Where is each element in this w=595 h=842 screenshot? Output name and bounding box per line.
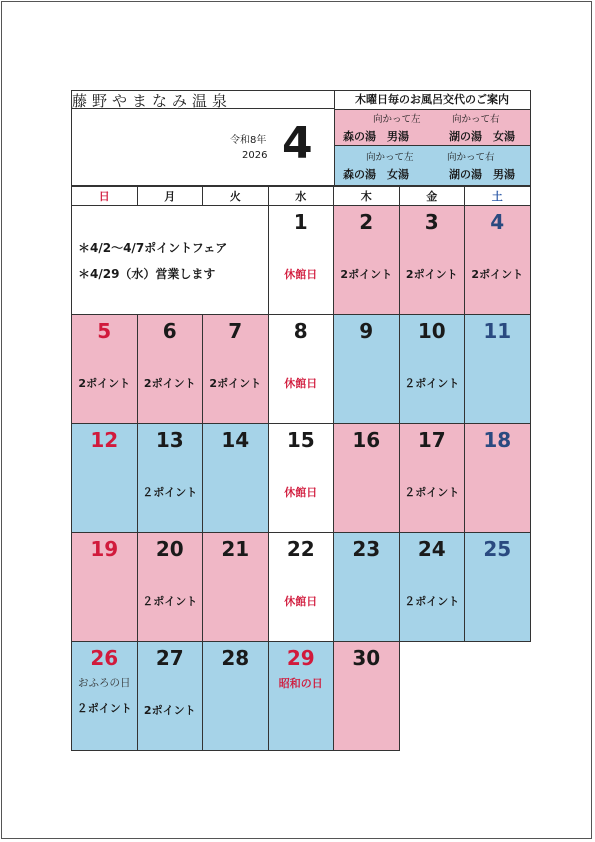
day-number: 7 [228, 319, 243, 343]
day-number: 9 [359, 319, 374, 343]
day-number: 18 [483, 428, 512, 452]
year: 2026 [242, 150, 268, 161]
day-cell [268, 641, 335, 751]
points-label: 2ポイント [209, 377, 262, 390]
day-cell [464, 532, 531, 642]
day-cell [202, 641, 269, 751]
points-label: ２ポイント [142, 595, 198, 608]
pattern-b-right-direction: 向かって右 [447, 152, 495, 163]
day-number: 25 [483, 537, 512, 561]
day-cell [333, 314, 400, 424]
weekday-header: 月 [137, 186, 204, 206]
day-cell [268, 205, 335, 315]
points-label: 2ポイント [340, 268, 393, 281]
day-cell [333, 641, 400, 751]
day-cell [71, 314, 138, 424]
day-cell [464, 314, 531, 424]
day-number: 24 [417, 537, 446, 561]
day-number: 6 [162, 319, 177, 343]
day-cell [71, 423, 138, 533]
weekday-header: 金 [399, 186, 466, 206]
points-label: ２ポイント [76, 702, 132, 715]
weekday-header: 木 [333, 186, 400, 206]
day-number: 27 [155, 646, 184, 670]
day-number: 2 [359, 210, 374, 234]
day-cell [399, 205, 466, 315]
day-cell [202, 423, 269, 533]
points-label: 2ポイント [78, 377, 131, 390]
era-year: 令和8年 [230, 135, 267, 146]
day-number: 5 [97, 319, 112, 343]
weekday-header: 土 [464, 186, 531, 206]
day-cell [399, 314, 466, 424]
points-label: 2ポイント [143, 377, 196, 390]
pattern-b-left-bath: 森の湯 女湯 [343, 168, 409, 181]
day-number: 10 [417, 319, 446, 343]
holiday-label: 昭和の日 [278, 677, 323, 690]
day-number: 3 [424, 210, 439, 234]
notice-title: 木曜日毎のお風呂交代のご案内 [355, 93, 509, 106]
day-number: 28 [221, 646, 250, 670]
closed-day-label: 休館日 [284, 486, 318, 499]
day-cell [333, 423, 400, 533]
day-cell [137, 641, 204, 751]
day-number: 21 [221, 537, 250, 561]
day-number: 20 [155, 537, 184, 561]
day-number: 12 [90, 428, 119, 452]
day-number: 22 [286, 537, 315, 561]
points-label: ２ポイント [142, 486, 198, 499]
points-label: 2ポイント [143, 704, 196, 717]
day-cell [137, 423, 204, 533]
points-label: 2ポイント [471, 268, 524, 281]
facility-name: 藤野やまなみ温泉 [72, 92, 233, 110]
day-cell [464, 423, 531, 533]
day-cell [268, 423, 335, 533]
day-cell [71, 532, 138, 642]
day-number: 11 [483, 319, 512, 343]
memo-area [71, 205, 267, 314]
closed-day-label: 休館日 [284, 268, 318, 281]
pattern-a-right-bath: 湖の湯 女湯 [449, 130, 515, 143]
day-number: 16 [352, 428, 381, 452]
day-number: 14 [221, 428, 250, 452]
weekday-header: 日 [71, 186, 138, 206]
day-number: 17 [417, 428, 446, 452]
day-cell [268, 532, 335, 642]
day-number: 19 [90, 537, 119, 561]
day-cell [202, 314, 269, 424]
weekday-header: 水 [268, 186, 335, 206]
weekday-header: 火 [202, 186, 269, 206]
day-number: 8 [293, 319, 308, 343]
day-number: 26 [90, 646, 119, 670]
points-label: ２ポイント [404, 486, 460, 499]
points-label: 2ポイント [405, 268, 458, 281]
day-number: 23 [352, 537, 381, 561]
day-number: 15 [286, 428, 315, 452]
day-cell [333, 205, 400, 315]
month-number: 4 [282, 118, 313, 169]
day-cell [268, 314, 335, 424]
pattern-a-left-direction: 向かって左 [373, 114, 421, 125]
day-cell [137, 532, 204, 642]
day-cell [202, 532, 269, 642]
day-cell [399, 532, 466, 642]
day-cell [137, 314, 204, 424]
pattern-a-left-bath: 森の湯 男湯 [343, 130, 409, 143]
day-number: 1 [293, 210, 308, 234]
closed-day-label: 休館日 [284, 595, 318, 608]
day-cell [399, 423, 466, 533]
pattern-b-right-bath: 湖の湯 男湯 [449, 168, 515, 181]
closed-day-label: 休館日 [284, 377, 318, 390]
pattern-b-left-direction: 向かって左 [366, 152, 414, 163]
day-cell [71, 641, 138, 751]
memo-point-fair: ＊4/2～4/7ポイントフェア [78, 241, 228, 255]
memo-open-day: ＊4/29（水）営業します [78, 267, 216, 281]
points-label: ２ポイント [404, 377, 460, 390]
points-label: ２ポイント [404, 595, 460, 608]
day-number: 4 [490, 210, 505, 234]
day-number: 30 [352, 646, 381, 670]
day-cell [464, 205, 531, 315]
bath-day-label: おふろの日 [78, 677, 131, 689]
day-number: 13 [155, 428, 184, 452]
day-number: 29 [286, 646, 315, 670]
pattern-a-right-direction: 向かって右 [452, 114, 500, 125]
day-cell [333, 532, 400, 642]
